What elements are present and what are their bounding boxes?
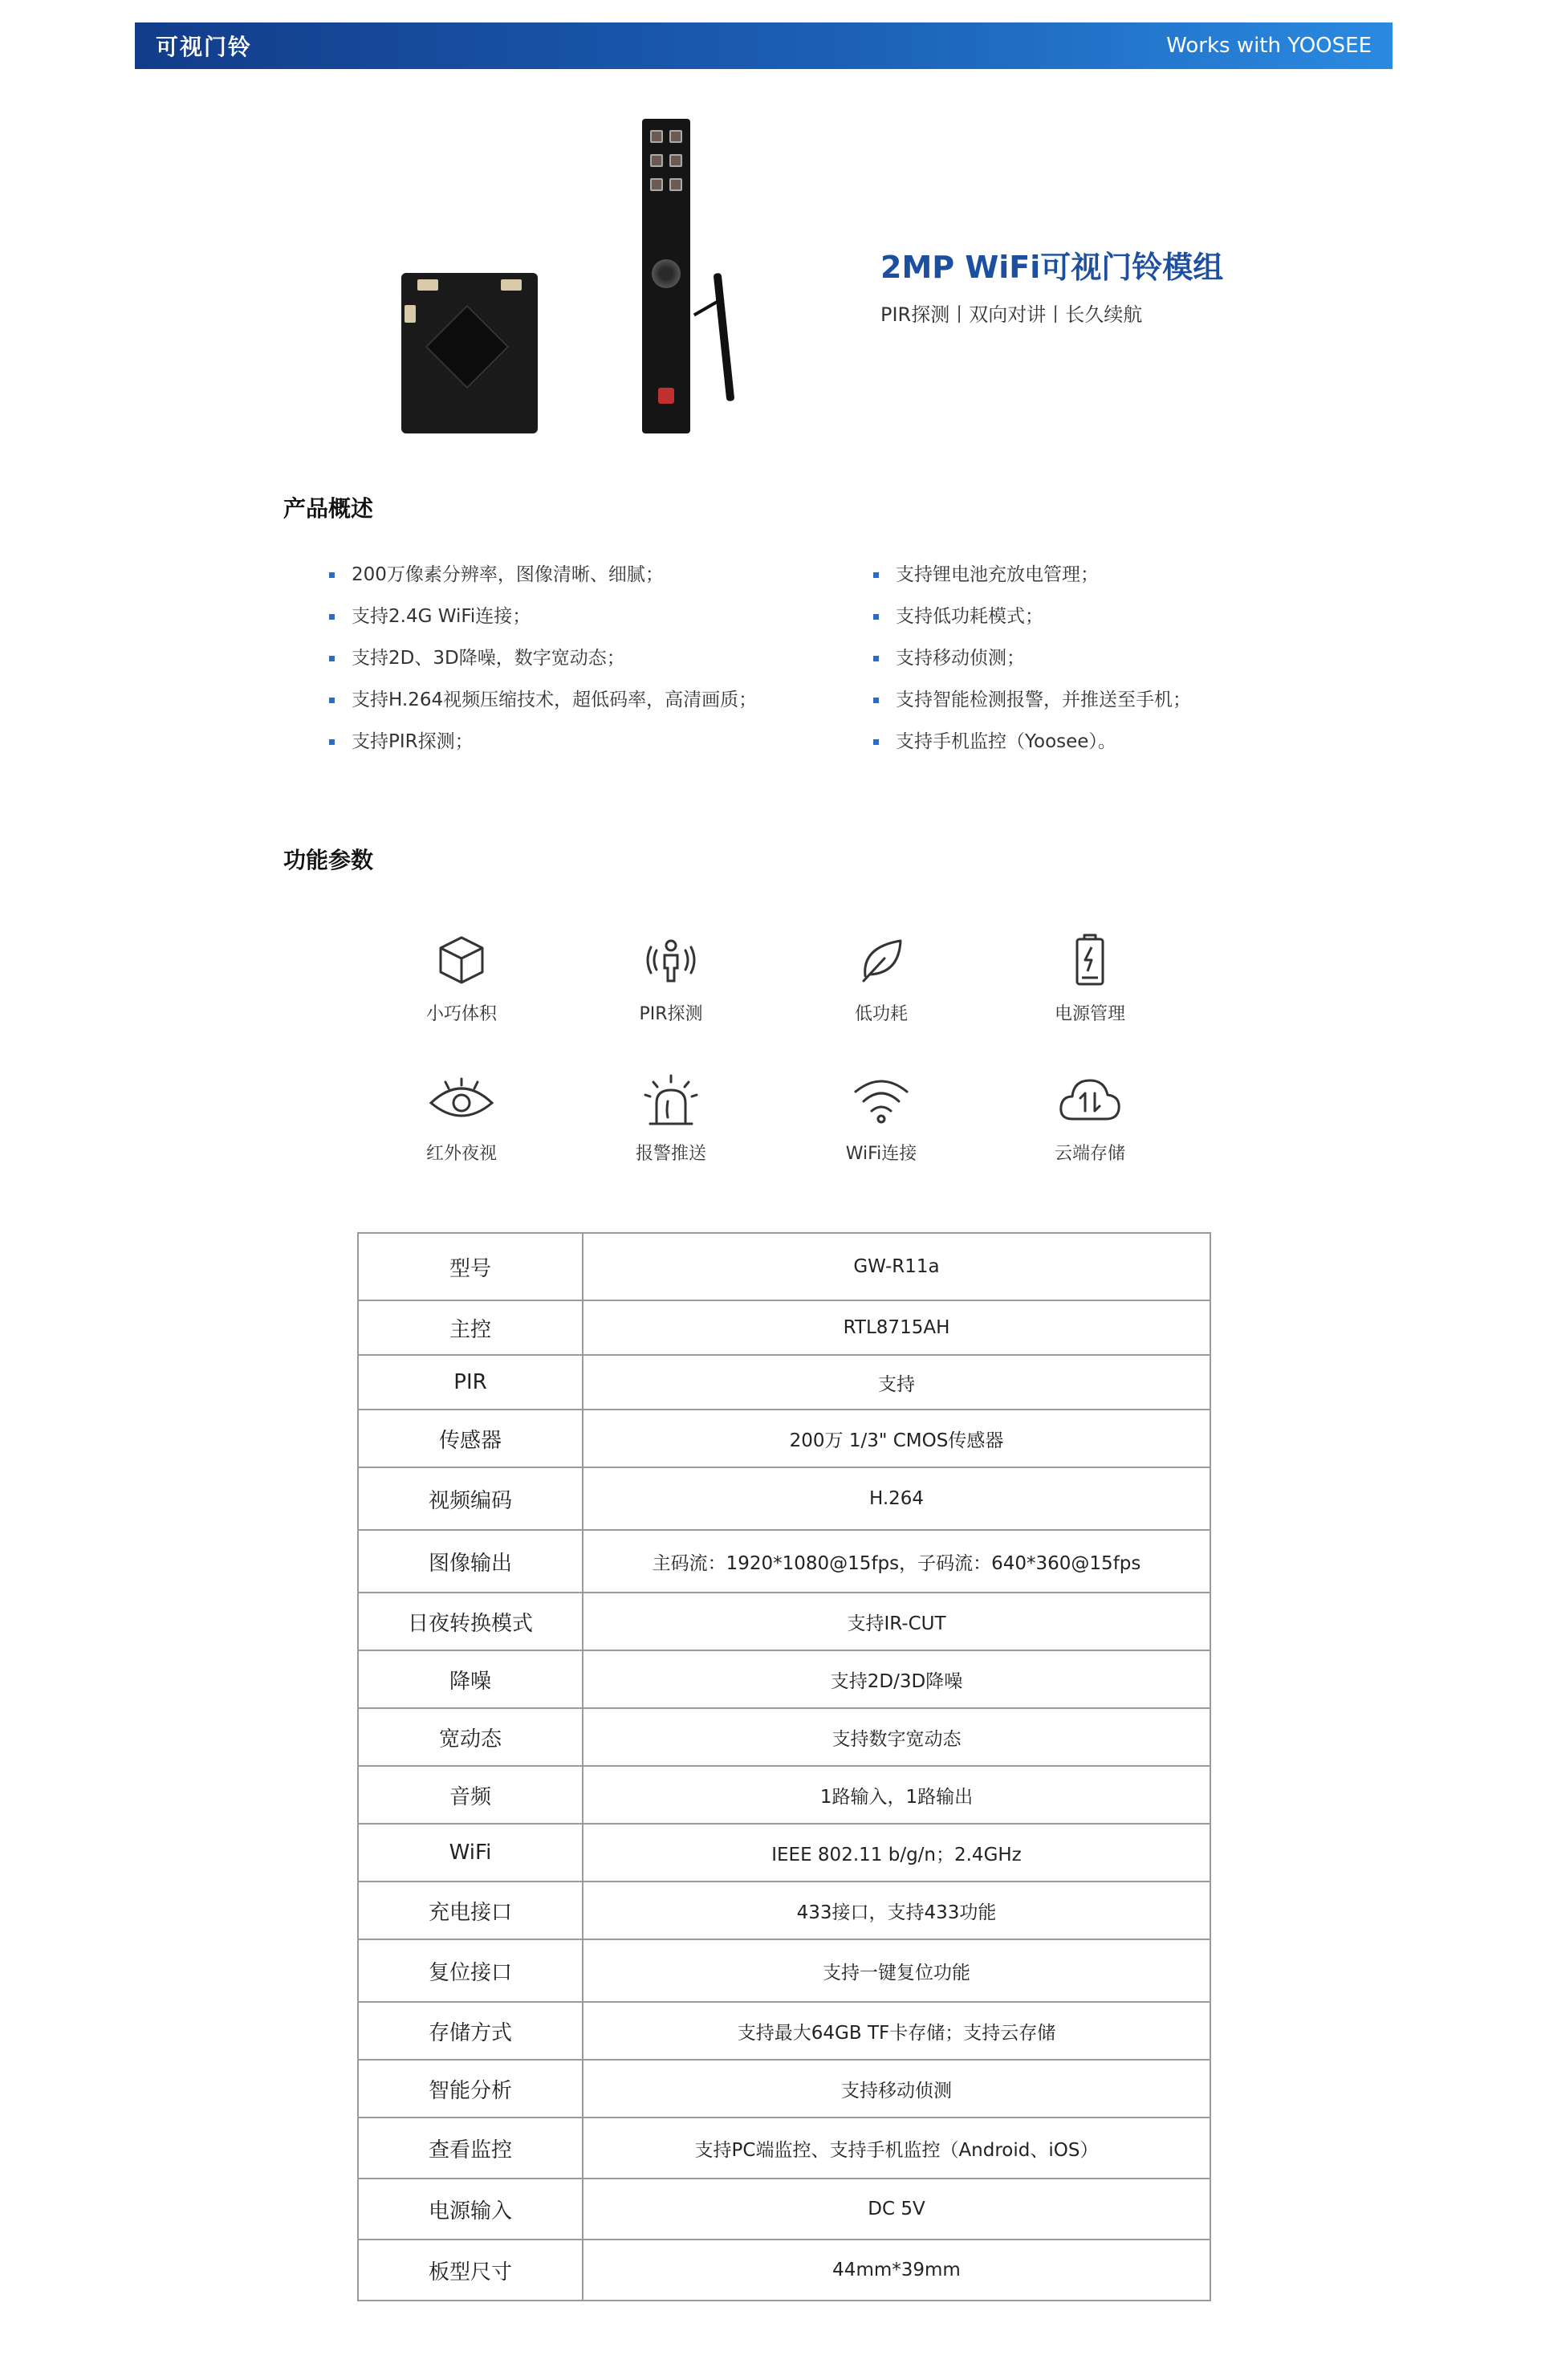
- feature-item: 支持2.4G WiFi连接；: [327, 604, 757, 645]
- table-row: [358, 1530, 1210, 1593]
- spec-value: 支持: [583, 1355, 1210, 1410]
- feature-item: 支持低功耗模式；: [872, 604, 1191, 645]
- table-row: [358, 2002, 1210, 2060]
- spec-value: RTL8715AH: [583, 1300, 1210, 1355]
- function-wifi: [801, 1071, 962, 1165]
- function-icons-grid: [0, 931, 1541, 1188]
- spec-value: 支持IR-CUT: [583, 1593, 1210, 1650]
- spec-key: 图像输出: [358, 1530, 583, 1593]
- spec-key: PIR: [358, 1355, 583, 1410]
- spec-value: GW-R11a: [583, 1233, 1210, 1300]
- function-low-power: [801, 931, 962, 1025]
- main-board-image: [401, 273, 538, 433]
- table-row: [358, 1882, 1210, 1939]
- function-label: 红外夜视: [425, 1144, 497, 1164]
- table-row: [358, 1233, 1210, 1300]
- feature-item: 200万像素分辨率，图像清晰、细腻；: [327, 562, 757, 604]
- functions-title: 功能参数: [283, 847, 374, 873]
- leaf-icon: [852, 931, 910, 989]
- function-label: 电源管理: [1054, 1004, 1125, 1024]
- spec-key: 电源输入: [358, 2179, 583, 2240]
- cube-icon: [433, 931, 490, 989]
- pir-person-icon: [642, 931, 700, 989]
- feature-column-left: [327, 562, 757, 771]
- hero-section: [0, 112, 1541, 450]
- spec-value: 200万 1/3" CMOS传感器: [583, 1410, 1210, 1467]
- function-small-size: [381, 931, 542, 1025]
- eye-icon: [428, 1071, 495, 1129]
- table-row: [358, 2060, 1210, 2118]
- function-label: 小巧体积: [425, 1004, 497, 1024]
- spec-value: DC 5V: [583, 2179, 1210, 2240]
- spec-key: 型号: [358, 1233, 583, 1300]
- table-row: [358, 1650, 1210, 1708]
- spec-key: 传感器: [358, 1410, 583, 1467]
- table-row: [358, 2179, 1210, 2240]
- header-title: 可视门铃: [156, 34, 253, 60]
- spec-key: 降噪: [358, 1650, 583, 1708]
- spec-value: 主码流：1920*1080@15fps，子码流：640*360@15fps: [583, 1530, 1210, 1593]
- sensor-board-image: [642, 119, 690, 433]
- spec-key: WiFi: [358, 1824, 583, 1882]
- battery-icon: [1061, 931, 1119, 989]
- spec-key: 充电接口: [358, 1882, 583, 1939]
- table-row: [358, 1939, 1210, 2002]
- function-label: 报警推送: [635, 1144, 706, 1164]
- table-row: [358, 1355, 1210, 1410]
- spec-value: 支持一键复位功能: [583, 1939, 1210, 2002]
- table-row: [358, 1824, 1210, 1882]
- spec-value: 支持数字宽动态: [583, 1708, 1210, 1766]
- spec-value: 支持移动侦测: [583, 2060, 1210, 2118]
- feature-item: 支持H.264视频压缩技术，超低码率，高清画质；: [327, 687, 757, 729]
- spec-value: 支持2D/3D降噪: [583, 1650, 1210, 1708]
- feature-item: 支持手机监控（Yoosee）。: [872, 729, 1191, 771]
- function-ir-night: [381, 1071, 542, 1165]
- spec-key: 查看监控: [358, 2118, 583, 2179]
- table-row: [358, 1593, 1210, 1650]
- function-power-management: [1010, 931, 1170, 1025]
- product-title: 2MP WiFi可视门铃模组: [880, 250, 1224, 285]
- spec-key: 宽动态: [358, 1708, 583, 1766]
- wifi-icon: [851, 1071, 912, 1129]
- header-brand: Works with YOOSEE: [1166, 34, 1372, 58]
- table-row: [358, 2118, 1210, 2179]
- spec-key: 复位接口: [358, 1939, 583, 2002]
- header-bar: [135, 22, 1393, 69]
- spec-key: 视频编码: [358, 1467, 583, 1530]
- feature-item: 支持锂电池充放电管理；: [872, 562, 1191, 604]
- spec-key: 存储方式: [358, 2002, 583, 2060]
- function-label: 低功耗: [854, 1004, 908, 1024]
- spec-key: 主控: [358, 1300, 583, 1355]
- function-cloud-storage: [1010, 1071, 1170, 1165]
- function-label: PIR探测: [639, 1004, 703, 1024]
- feature-item: 支持移动侦测；: [872, 645, 1191, 687]
- overview-title: 产品概述: [283, 495, 374, 522]
- spec-value: IEEE 802.11 b/g/n；2.4GHz: [583, 1824, 1210, 1882]
- feature-item: 支持2D、3D降噪，数字宽动态；: [327, 645, 757, 687]
- table-row: [358, 1410, 1210, 1467]
- product-subtitle: PIR探测丨双向对讲丨长久续航: [880, 303, 1143, 326]
- feature-column-right: [872, 562, 1191, 771]
- feature-item: 支持PIR探测；: [327, 729, 757, 771]
- spec-table: [357, 1232, 1211, 2301]
- feature-item: 支持智能检测报警，并推送至手机；: [872, 687, 1191, 729]
- spec-key: 音频: [358, 1766, 583, 1824]
- spec-value: 支持最大64GB TF卡存储；支持云存储: [583, 2002, 1210, 2060]
- spec-value: H.264: [583, 1467, 1210, 1530]
- table-row: [358, 2240, 1210, 2301]
- cloud-icon: [1056, 1071, 1124, 1129]
- function-pir: [591, 931, 751, 1025]
- function-label: 云端存储: [1054, 1144, 1125, 1164]
- table-row: [358, 1467, 1210, 1530]
- antenna-image: [714, 273, 735, 401]
- spec-key: 日夜转换模式: [358, 1593, 583, 1650]
- function-label: WiFi连接: [845, 1144, 917, 1164]
- spec-key: 板型尺寸: [358, 2240, 583, 2301]
- function-alarm-push: [591, 1071, 751, 1165]
- table-row: [358, 1766, 1210, 1824]
- alarm-icon: [639, 1071, 703, 1129]
- table-row: [358, 1300, 1210, 1355]
- spec-key: 智能分析: [358, 2060, 583, 2118]
- table-row: [358, 1708, 1210, 1766]
- spec-value: 44mm*39mm: [583, 2240, 1210, 2301]
- spec-value: 1路输入，1路输出: [583, 1766, 1210, 1824]
- spec-value: 433接口，支持433功能: [583, 1882, 1210, 1939]
- spec-value: 支持PC端监控、支持手机监控（Android、iOS）: [583, 2118, 1210, 2179]
